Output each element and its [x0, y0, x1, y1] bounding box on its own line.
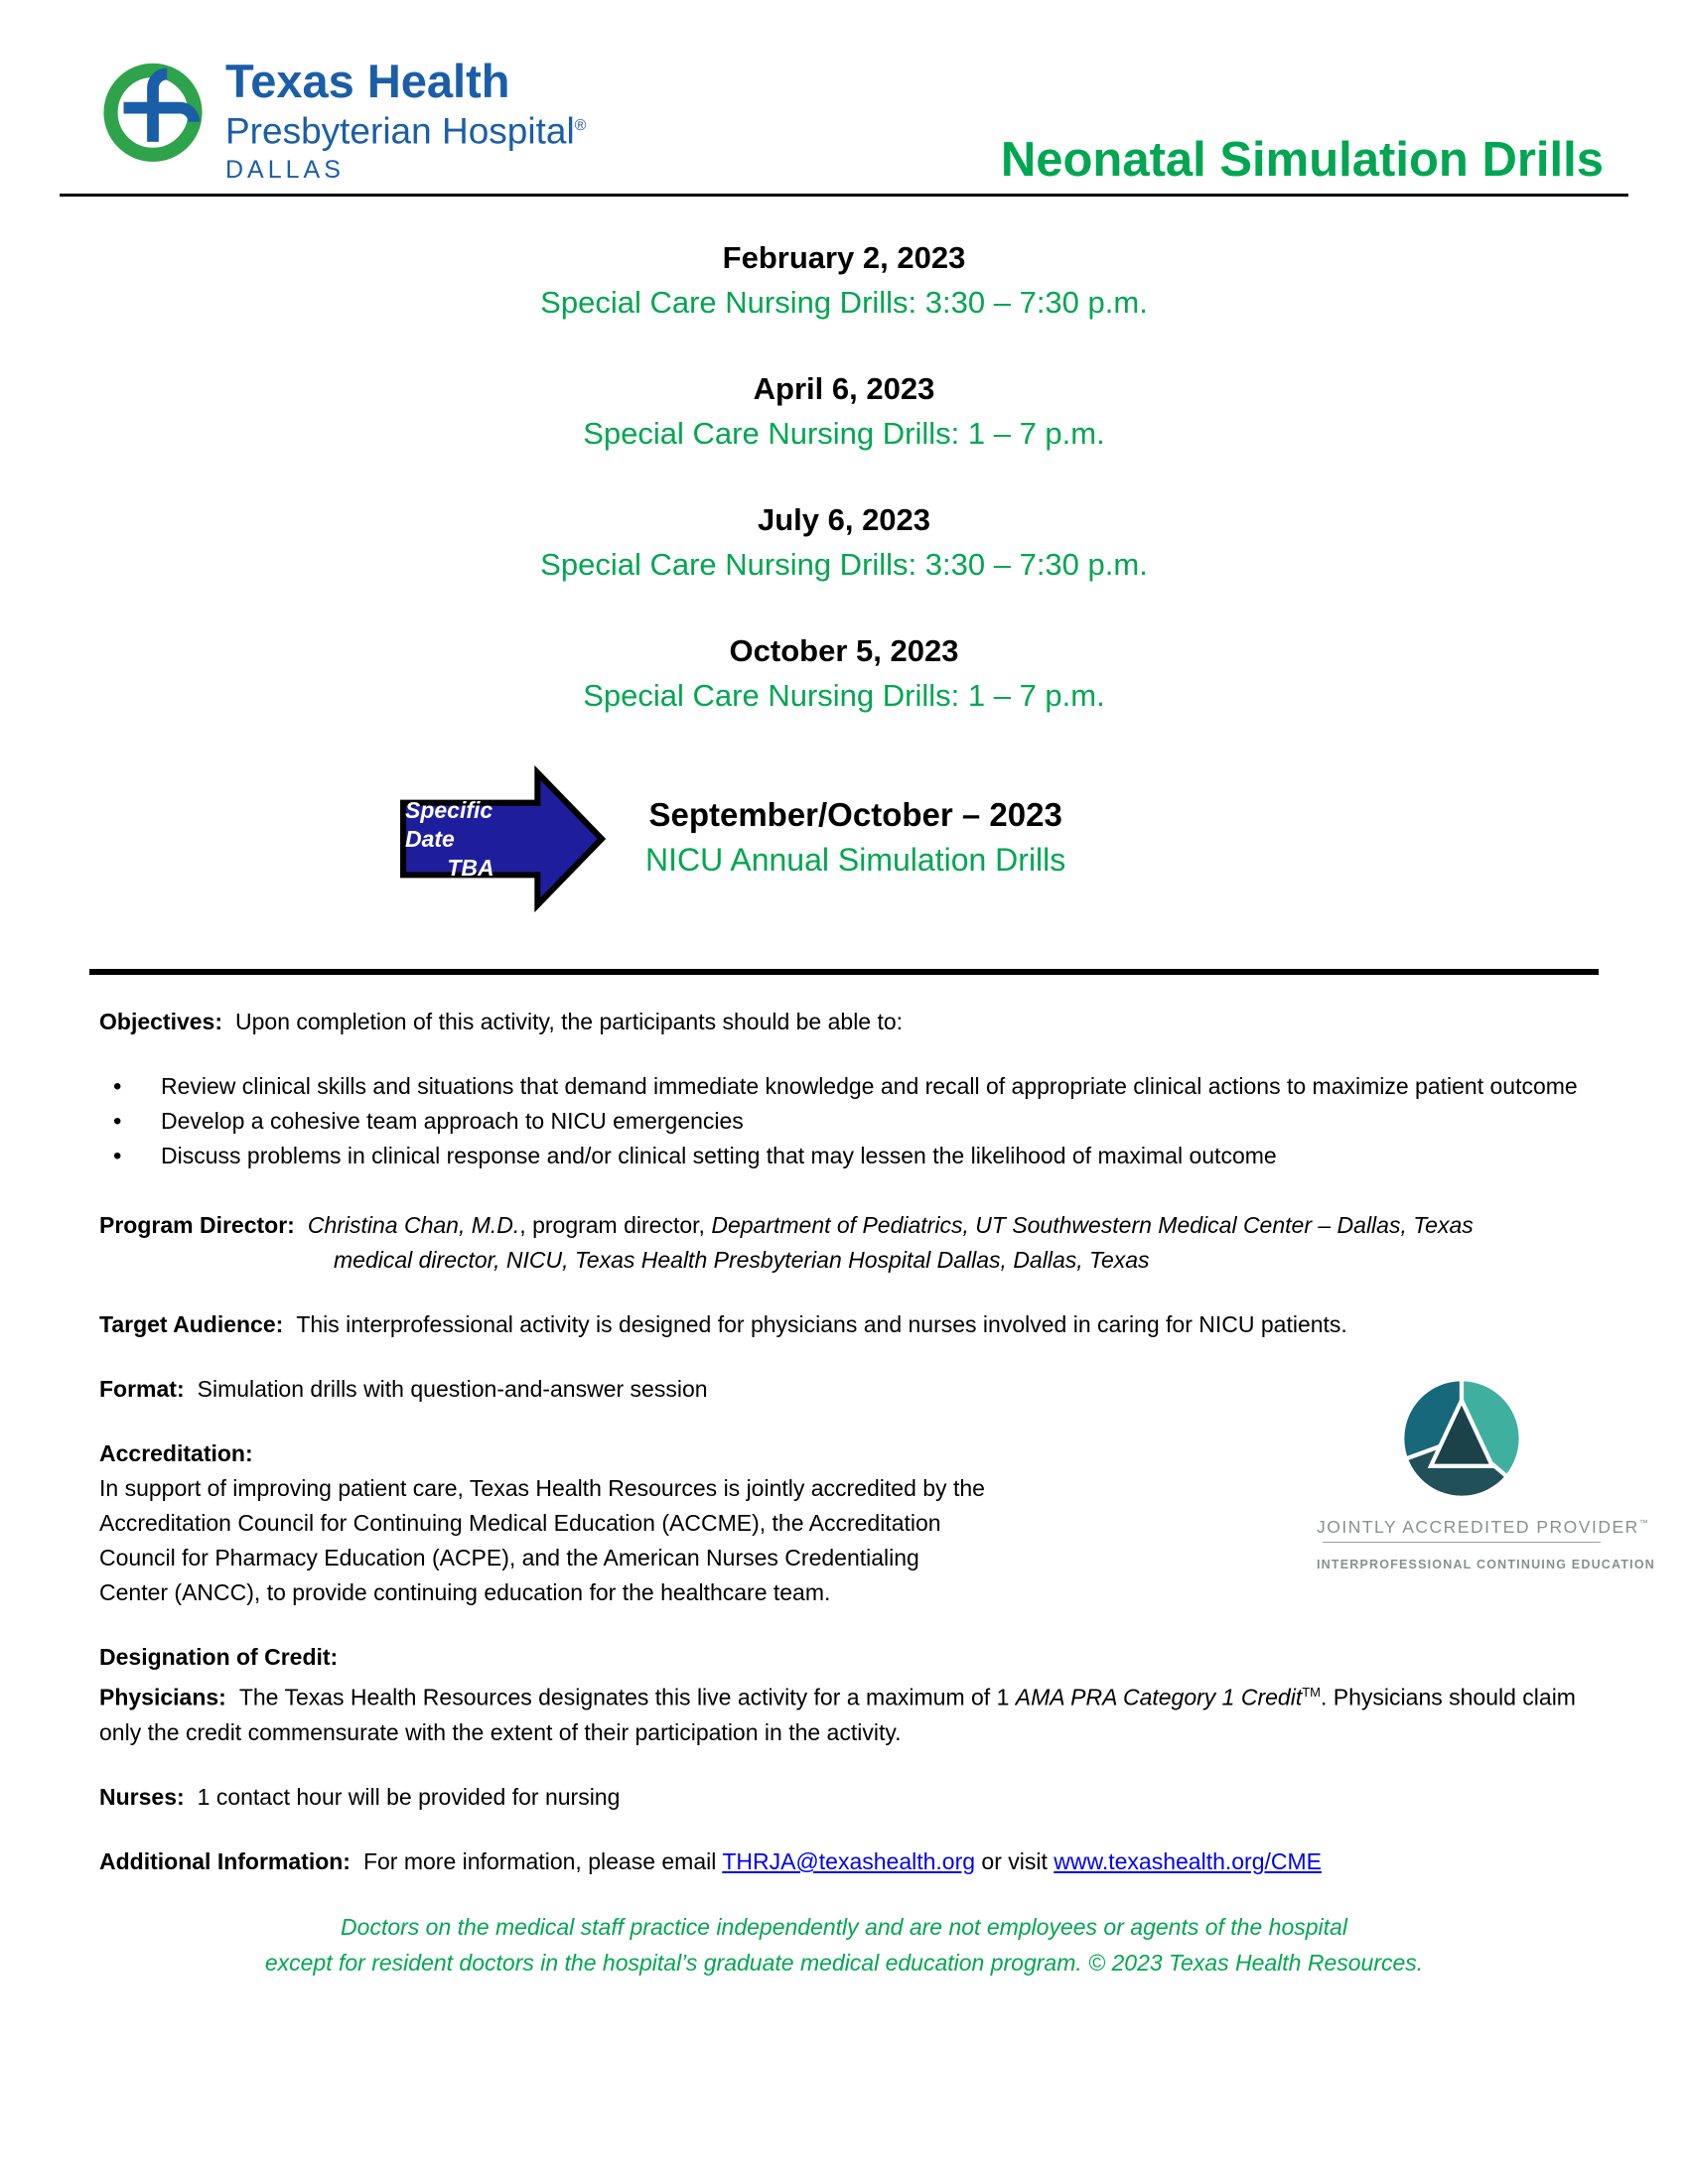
logo-hospital-name	[225, 105, 586, 152]
disclaimer-line1: Doctors on the medical staff practice independently and are not employees or agents of the hospital	[341, 1913, 1347, 1940]
program-director-line2: medical director, NICU, Texas Health Presbyterian Hospital Dallas, Dallas, Texas	[334, 1247, 1150, 1274]
accreditation-section	[99, 1436, 1655, 1610]
additional-info-pre: For more information, please email	[362, 1847, 723, 1874]
arrow-label-line1: Specific Date	[405, 796, 493, 852]
format-label: Format:	[99, 1376, 185, 1403]
footer-disclaimer	[99, 1909, 1589, 1980]
ama-pra-credit: AMA PRA Category 1 Credit	[1015, 1684, 1303, 1710]
accreditation-label: Accreditation:	[99, 1440, 253, 1467]
jap-logo-title-text: JOINTLY ACCREDITED PROVIDER	[1317, 1517, 1639, 1538]
event-date: October 5, 2023	[729, 633, 959, 669]
tba-event-row	[397, 762, 1688, 913]
additional-info-mid: or visit	[975, 1847, 1055, 1874]
additional-info-paragraph	[99, 1844, 1589, 1879]
objectives-label: Objectives:	[99, 1009, 222, 1035]
program-director-paragraph	[99, 1208, 1589, 1278]
tba-date: September/October – 2023	[648, 796, 1062, 834]
nurses-paragraph	[99, 1780, 1589, 1815]
jap-logo-subtitle: INTERPROFESSIONAL CONTINUING EDUCATION	[1317, 1558, 1655, 1572]
physicians-label: Physicians:	[99, 1684, 226, 1710]
nurses-text: 1 contact hour will be provided for nursing	[197, 1783, 621, 1810]
event-detail: Special Care Nursing Drills: 3:30 – 7:30 p.m.	[540, 285, 1148, 321]
physicians-paragraph	[99, 1675, 1589, 1750]
objectives-intro: Upon completion of this activity, the participants should be able to:	[235, 1009, 904, 1035]
physicians-text-pre: The Texas Health Resources designates this live activity for a maximum of 1	[238, 1684, 1016, 1710]
schedule-section	[0, 197, 1688, 717]
logo-brand-name: Texas Health	[225, 55, 510, 107]
tm-superscript: TM	[1302, 1685, 1322, 1701]
arrow-label-line2: TBA	[447, 854, 494, 881]
objectives-paragraph	[99, 1005, 1589, 1039]
accreditation-text: In support of improving patient care, Texas Health Resources is jointly accredited by the Accreditation Council for Continuing Medical Education (ACCME), the Accreditation Council for Pharmacy Education (ACPE), and the American Nurses Credentialing Center (ANCC), to provide continuing education for the healthcare team.	[99, 1475, 985, 1606]
schedule-event	[0, 238, 1688, 324]
arrow-label	[405, 796, 536, 881]
registered-mark: ®	[574, 117, 587, 134]
program-director-affiliation: Department of Pediatrics, UT Southwestern Medical Center – Dallas, Texas	[711, 1212, 1474, 1239]
jointly-accredited-provider-logo	[1317, 1375, 1655, 1582]
specific-date-arrow	[397, 762, 608, 913]
objective-item: • Review clinical skills and situations that demand immediate knowledge and recall of appropriate clinical actions to maximize patient outcome	[99, 1069, 1589, 1104]
jap-aperture-icon	[1398, 1375, 1525, 1502]
designation-label: Designation of Credit:	[99, 1644, 339, 1671]
disclaimer-line2: except for resident doctors in the hospital’s graduate medical education program. © 2023 Texas Health Resources.	[264, 1949, 1424, 1976]
email-link[interactable]: THRJA@texashealth.org	[722, 1847, 976, 1874]
objective-item: • Discuss problems in clinical response and/or clinical setting that may lessen the likelihood of maximal outcome	[99, 1139, 1589, 1173]
objectives-list	[99, 1069, 1589, 1173]
objective-item: • Develop a cohesive team approach to NICU emergencies	[99, 1104, 1589, 1139]
event-detail: Special Care Nursing Drills: 1 – 7 p.m.	[583, 678, 1105, 714]
logo-hospital-name-text: Presbyterian Hospital	[225, 110, 575, 152]
tba-event-text	[645, 795, 1065, 881]
jap-logo-title	[1317, 1512, 1650, 1538]
event-date: April 6, 2023	[753, 371, 935, 407]
target-audience-paragraph	[99, 1307, 1589, 1342]
event-date: July 6, 2023	[757, 502, 931, 538]
program-director-name: Christina Chan, M.D.	[307, 1212, 520, 1239]
logo-text	[225, 52, 586, 188]
logo-city: DALLAS	[225, 156, 345, 185]
nurses-label: Nurses:	[99, 1783, 185, 1810]
jap-logo-divider	[1323, 1542, 1601, 1543]
header	[0, 0, 1688, 194]
target-audience-text: This interprofessional activity is designed for physicians and nurses involved in caring for NICU patients.	[296, 1311, 1347, 1338]
tba-detail: NICU Annual Simulation Drills	[645, 842, 1066, 879]
section-divider	[89, 969, 1599, 975]
event-date: February 2, 2023	[722, 240, 966, 276]
schedule-event	[0, 500, 1688, 586]
format-text: Simulation drills with question-and-answer session	[197, 1376, 708, 1403]
program-director-label: Program Director:	[99, 1212, 295, 1239]
trademark-mark: ™	[1638, 1518, 1650, 1529]
target-audience-label: Target Audience:	[99, 1311, 284, 1338]
event-detail: Special Care Nursing Drills: 1 – 7 p.m.	[583, 416, 1105, 452]
texas-health-logo	[94, 52, 586, 188]
document-body	[99, 1005, 1655, 1980]
event-detail: Special Care Nursing Drills: 3:30 – 7:30 p.m.	[540, 547, 1148, 583]
page-title: Neonatal Simulation Drills	[1000, 133, 1604, 188]
cme-website-link[interactable]: www.texashealth.org/CME	[1054, 1847, 1323, 1874]
texas-health-knot-icon	[94, 52, 211, 169]
program-director-role: , program director,	[519, 1212, 712, 1239]
additional-info-label: Additional Information:	[99, 1847, 351, 1874]
physicians-text-post: . Physicians should claim only the credit commensurate with the extent of their participation in the activity.	[99, 1684, 1576, 1745]
schedule-event	[0, 369, 1688, 455]
schedule-event	[0, 631, 1688, 717]
